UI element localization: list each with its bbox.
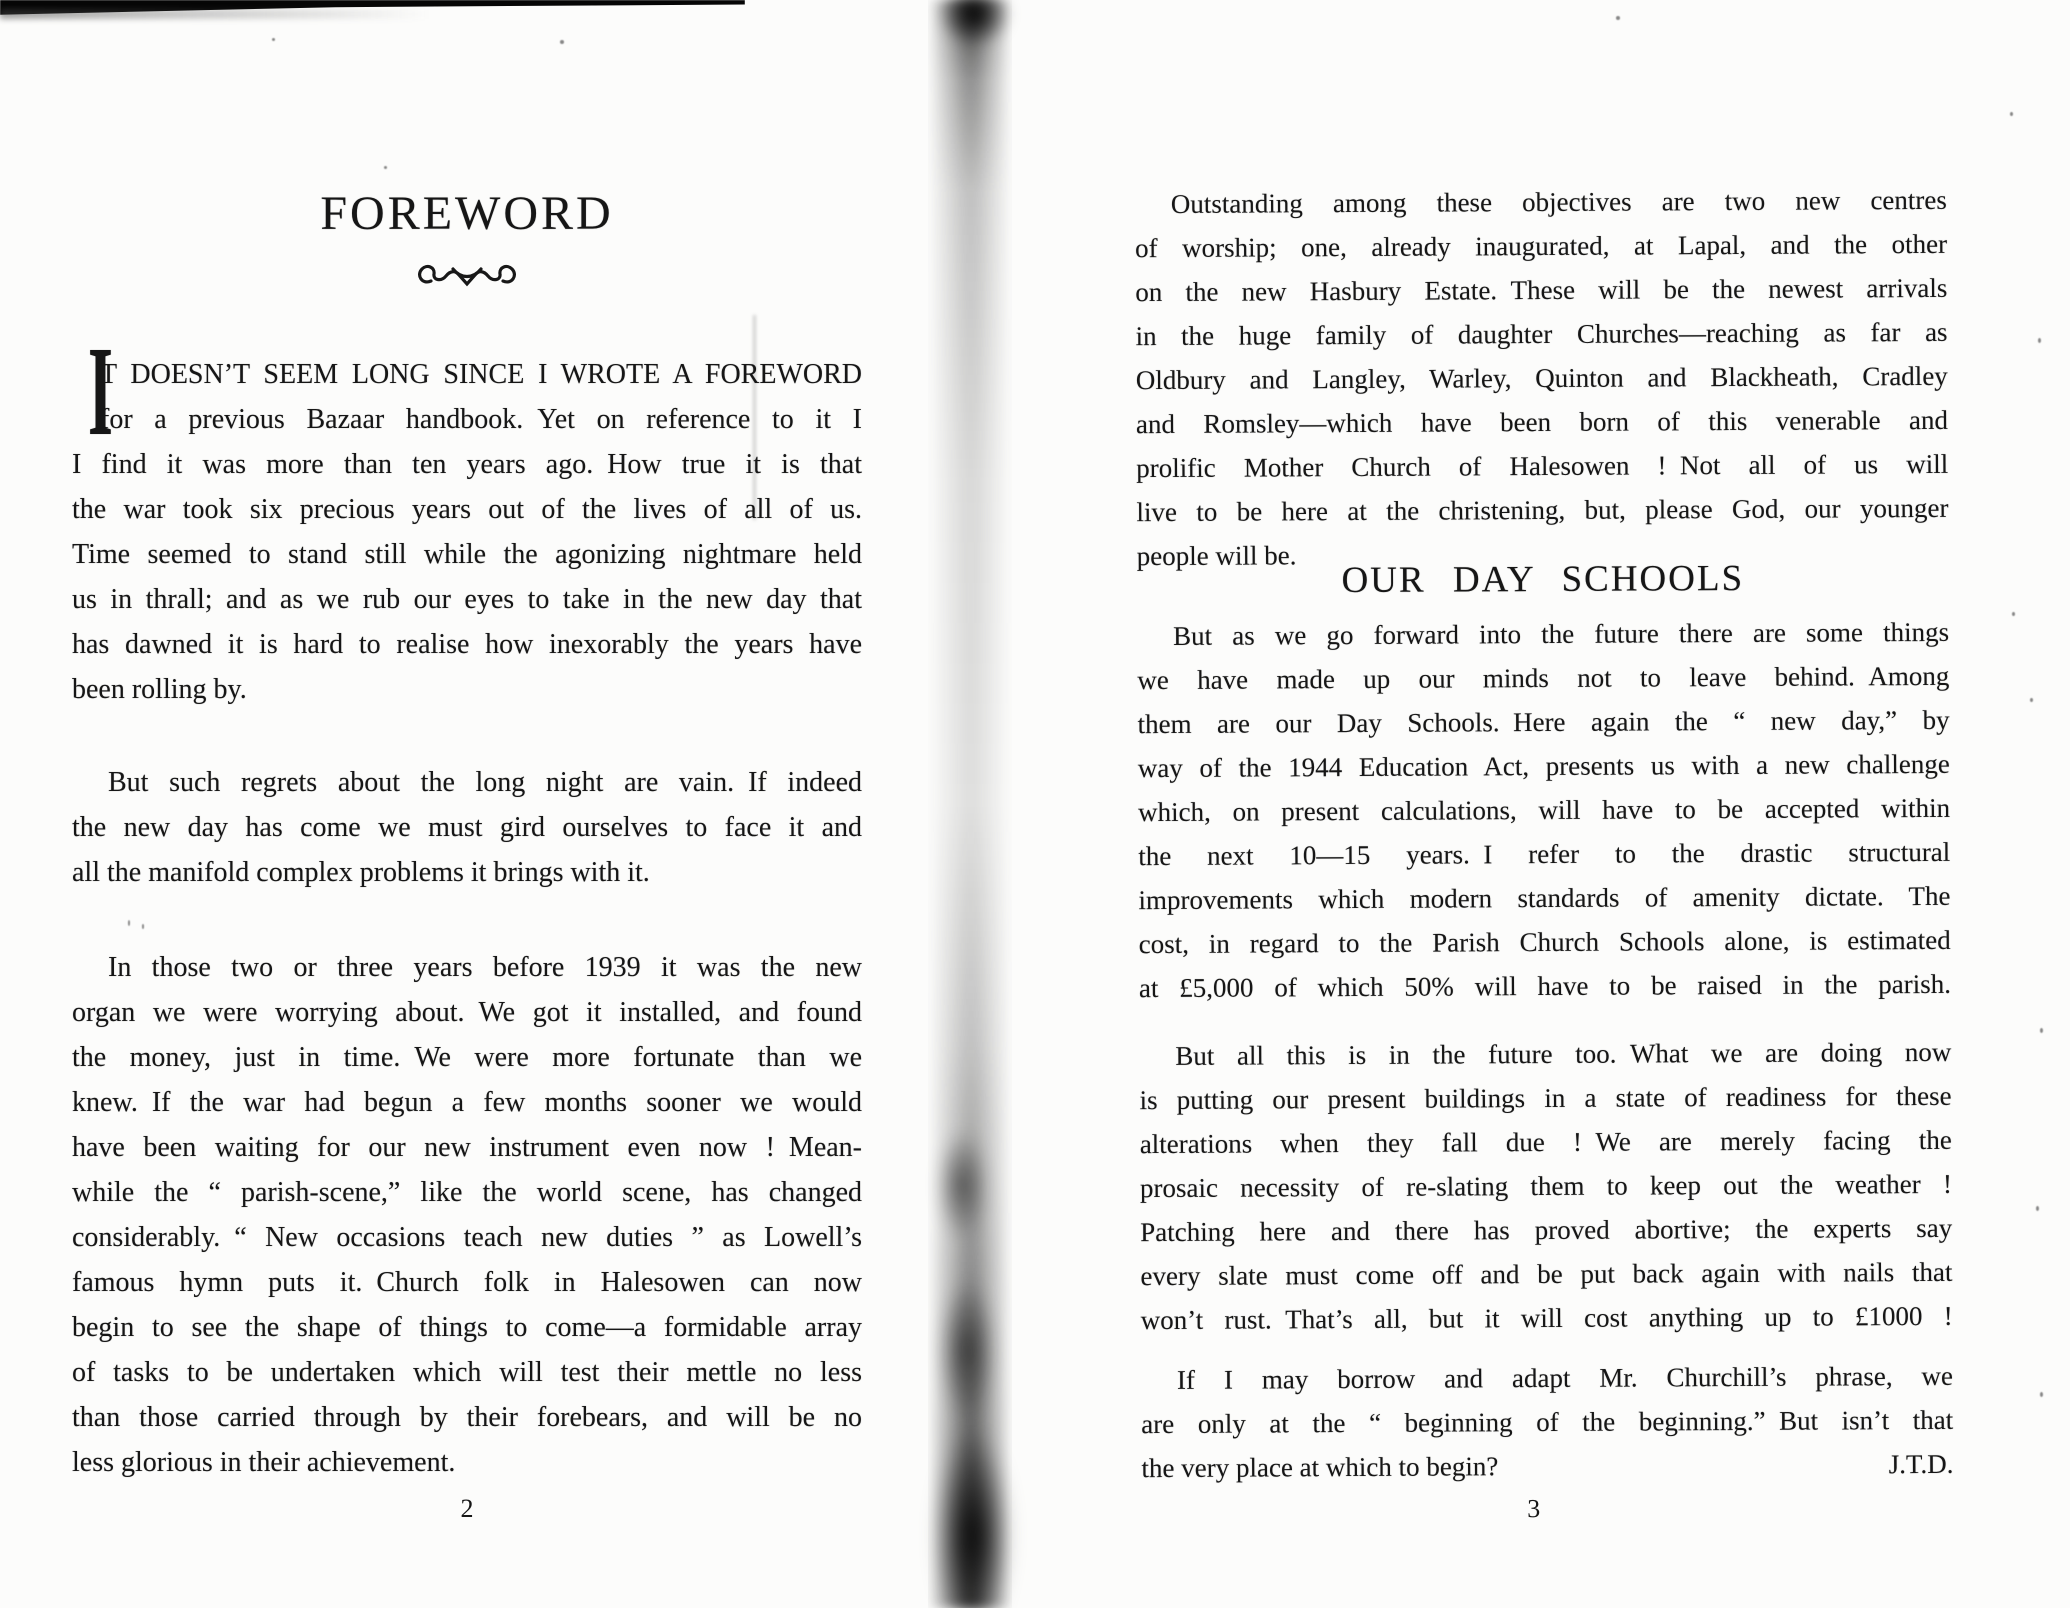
- text-line: improvements which modern standards of amenity dictate. The: [1138, 880, 1951, 916]
- text-line: of tasks to be undertaken which will test their mettle no less: [72, 1357, 862, 1388]
- gutter-shadow-knot: [938, 1280, 996, 1420]
- text-line: T DOESN’T SEEM LONG SINCE I WROTE A FOREWORD: [100, 359, 862, 390]
- text-line: famous hymn puts it. Church folk in Halesowen can now: [72, 1267, 862, 1298]
- page-title: FOREWORD: [320, 187, 614, 240]
- text-line: won’t rust. That’s all, but it will cost anything up to £1000 !: [1140, 1300, 1953, 1336]
- text-line: been rolling by.: [72, 674, 247, 705]
- scan-speck: [2030, 698, 2033, 702]
- text-line: I find it was more than ten years ago. How true it is that: [72, 449, 862, 480]
- text-line: Patching here and there has proved abortive; the experts say: [1140, 1212, 1953, 1248]
- gutter-shadow-top: [938, 0, 1012, 46]
- text-line: are only at the “ beginning of the beginning.” But isn’t that: [1141, 1404, 1954, 1440]
- section-heading: OUR DAY SCHOOLS: [1341, 557, 1745, 602]
- ornament-flourish-icon: [72, 258, 862, 297]
- drop-cap: I: [88, 320, 113, 462]
- paragraph: [1139, 1030, 1953, 1342]
- paragraph: [72, 945, 862, 1485]
- text-line: is putting our present buildings in a state of readiness for these: [1139, 1080, 1952, 1116]
- text-line: the money, just in time. We were more fortunate than we: [72, 1042, 862, 1073]
- text-line: in the huge family of daughter Churches—reaching as far as: [1135, 316, 1948, 352]
- text-line: we have made up our minds not to leave behind. Among: [1137, 660, 1950, 696]
- text-line: of worship; one, already inaugurated, at Lapal, and the other: [1135, 228, 1948, 264]
- text-line: knew. If the war had begun a few months sooner we would: [72, 1087, 862, 1118]
- scan-speck: [2038, 338, 2041, 343]
- text-line: But all this is in the future too. What we are doing now: [1175, 1036, 1952, 1071]
- text-line: less glorious in their achievement.: [72, 1447, 456, 1478]
- paragraph: [72, 760, 862, 895]
- closing-text: the very place at which to begin?: [1141, 1451, 1499, 1484]
- text-line: at £5,000 of which 50% will have to be raised in the parish.: [1138, 968, 1952, 1004]
- closing-line: [1141, 1442, 1953, 1490]
- text-line: us in thrall; and as we rub our eyes to take in the new day that: [72, 584, 862, 615]
- scan-speck: [2012, 612, 2015, 616]
- text-line: prolific Mother Church of Halesowen ! Not all of us will: [1136, 448, 1949, 484]
- text-line: begin to see the shape of things to come—a formidable array: [72, 1312, 862, 1343]
- text-line: cost, in regard to the Parish Church Schools alone, is estimated: [1138, 924, 1951, 960]
- text-line: them are our Day Schools. Here again the “ new day,” by: [1137, 704, 1950, 740]
- text-line: has dawned it is hard to realise how inexorably the years have: [72, 629, 862, 660]
- paragraph: [1135, 178, 1949, 578]
- page-number: 3: [1527, 1494, 1541, 1524]
- gutter-shadow-knot: [936, 1130, 988, 1240]
- text-line: Time seemed to stand still while the agonizing nightmare held: [72, 539, 862, 570]
- text-line: If I may borrow and adapt Mr. Churchill’s phrase, we: [1176, 1360, 1954, 1395]
- right-page: [1134, 0, 1954, 1608]
- text-line: But as we go forward into the future there are some things: [1173, 616, 1950, 651]
- scan-speck: [2040, 1392, 2043, 1397]
- paragraph: [72, 320, 862, 712]
- text-line: than those carried through by their forebears, and will be no: [72, 1402, 862, 1433]
- text-line: considerably. “ New occasions teach new duties ” as Lowell’s: [72, 1222, 862, 1253]
- text-line: alterations when they fall due ! We are merely facing the: [1139, 1124, 1952, 1160]
- left-page: [72, 0, 862, 1608]
- text-line: the war took six precious years out of the lives of all of us.: [72, 494, 862, 525]
- text-line: way of the 1944 Education Act, presents us with a new challenge: [1137, 748, 1950, 784]
- text-line: while the “ parish-scene,” like the world scene, has changed: [72, 1177, 862, 1208]
- paragraph: [1137, 610, 1951, 1010]
- text-line: prosaic necessity of re-slating them to keep out the weather !: [1139, 1168, 1953, 1204]
- text-line: people will be.: [1136, 540, 1297, 572]
- text-line: the next 10—15 years. I refer to the drastic structural: [1138, 836, 1951, 872]
- text-line: on the new Hasbury Estate. These will be the newest arrivals: [1135, 272, 1948, 308]
- text-line: Outstanding among these objectives are two new centres: [1170, 184, 1947, 219]
- text-line: In those two or three years before 1939 it was the new: [108, 952, 862, 983]
- page-number: 2: [460, 1494, 474, 1523]
- text-line: for a previous Bazaar handbook. Yet on reference to it I: [100, 404, 862, 435]
- text-line: Oldbury and Langley, Warley, Quinton and Blackheath, Cradley: [1135, 360, 1948, 396]
- text-line: and Romsley—which have been born of this venerable and: [1135, 404, 1949, 440]
- text-line: all the manifold complex problems it brings with it.: [72, 857, 650, 888]
- scan-speck: [2010, 112, 2013, 116]
- text-line: the new day has come we must gird ourselves to face it and: [72, 812, 862, 843]
- text-line: organ we were worrying about. We got it installed, and found: [72, 997, 862, 1028]
- author-initials: J.T.D.: [1888, 1448, 1954, 1480]
- gutter-shadow-bottom: [934, 1430, 1012, 1608]
- paragraph: [1141, 1354, 1953, 1446]
- text-line: which, on present calculations, will have to be accepted within: [1137, 792, 1951, 828]
- scan-speck: [2036, 1206, 2039, 1211]
- text-line: have been waiting for our new instrument even now ! Mean-: [72, 1132, 862, 1163]
- text-line: But such regrets about the long night are vain. If indeed: [108, 767, 862, 798]
- text-line: every slate must come off and be put back again with nails that: [1140, 1256, 1953, 1292]
- scan-speck: [2040, 1028, 2043, 1033]
- text-line: live to be here at the christening, but, please God, our younger: [1136, 492, 1949, 528]
